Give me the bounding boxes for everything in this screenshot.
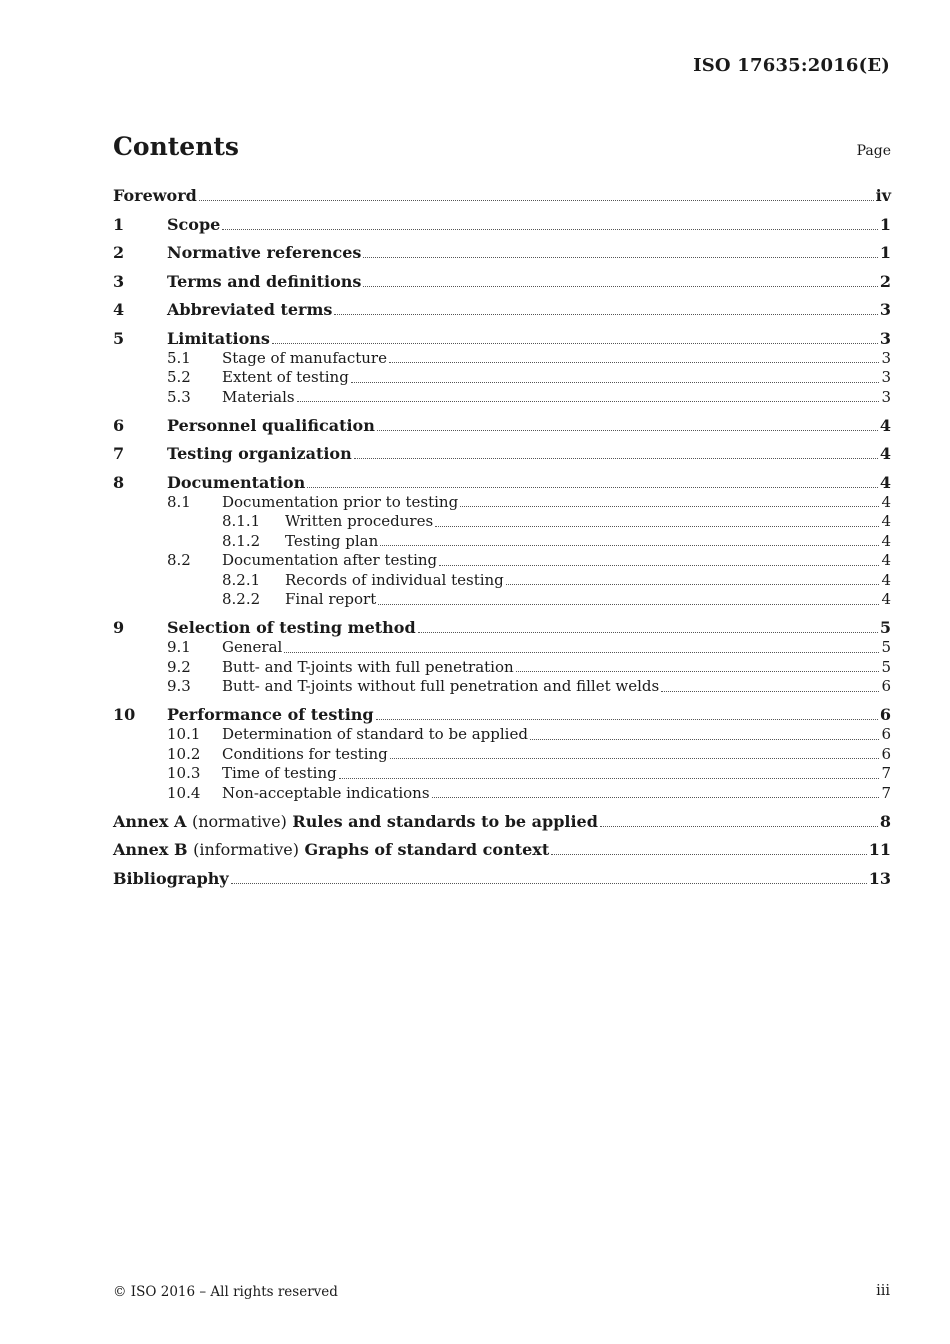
dot-leader [339,778,880,779]
toc-entry-page: 5 [881,638,891,656]
dot-leader [506,584,880,585]
dot-leader [334,314,877,315]
toc-entry-page: 4 [881,531,891,550]
dot-leader [418,632,878,633]
dot-leader [307,487,878,488]
toc-entry-number: 5.2 [167,368,191,386]
dot-leader [390,758,880,759]
dot-leader [376,719,878,720]
toc-entry-page: 3 [879,328,891,348]
toc-entry-number: 8 [113,472,125,492]
dot-leader [199,200,874,201]
annex-type: (normative) [191,811,287,831]
toc-entry-page: iv [875,186,891,205]
toc-entry-page: 2 [879,271,891,291]
toc-entry-number: 5 [113,328,125,348]
annex-title: Rules and standards to be applied [292,811,598,831]
toc-entry[interactable] [113,493,891,513]
toc-entry[interactable] [113,705,891,725]
toc-entry[interactable] [113,725,891,745]
toc-entry-number: 6 [113,415,125,435]
toc-entry-title: Stage of manufacture [222,348,387,367]
annex-type: (informative) [193,840,299,859]
toc-entry-page: 4 [881,492,891,511]
toc-entry-title: Testing organization [167,444,352,463]
dot-leader [661,691,879,692]
toc-entry-page: 7 [881,764,891,782]
dot-leader [378,604,879,605]
toc-entry-page: 7 [881,783,891,802]
toc-entry-page: 1 [879,243,891,262]
annex-label: Annex B [113,840,188,859]
toc-entry-title: Selection of testing method [167,618,416,637]
toc-entry[interactable] [113,416,891,436]
toc-entry[interactable] [113,473,891,493]
copyright-notice: © ISO 2016 – All rights reserved [113,1284,338,1300]
toc-entry-title: General [222,638,283,656]
dot-leader [439,565,879,566]
toc-entry[interactable] [113,677,891,697]
dot-leader [460,506,879,507]
dot-leader [530,739,880,740]
dot-leader [600,826,878,827]
toc-entry-page: 5 [879,618,891,637]
page-number: iii [876,1283,890,1299]
toc-entry-number: 9.2 [167,657,191,676]
toc-entry-number: 9.1 [167,638,191,656]
toc-entry-page: 6 [881,744,891,763]
toc-entry-title: Testing plan [285,531,379,550]
toc-entry-number: 3 [113,271,125,291]
dot-leader [363,286,877,287]
toc-entry-number: 8.2.2 [222,590,261,608]
toc-entry-title: Determination of standard to be applied [222,725,528,743]
toc-entry-number: 9.3 [167,677,191,695]
dot-leader [351,382,880,383]
toc-entry-title: Conditions for testing [222,744,388,763]
annex-title: Graphs of standard context [304,840,550,859]
toc-entry-number: 1 [113,214,125,234]
page-title: Contents [113,132,240,161]
toc-entry-page: 4 [879,444,891,463]
toc-entry[interactable] [113,638,891,658]
toc-entry-title: Documentation [167,472,306,492]
toc-entry-number: 8.1.1 [222,512,261,530]
dot-leader [222,229,878,230]
toc-entry-title: Performance of testing [167,705,374,724]
toc-entry[interactable] [113,532,891,552]
toc-entry-title: Bibliography [113,868,229,888]
toc-entry-title: Non-acceptable indications [222,783,430,802]
toc-entry-number: 2 [113,243,125,262]
toc-entry-page: 3 [881,348,891,367]
table-of-contents [113,186,891,889]
dot-leader [551,854,867,855]
toc-entry-page: 6 [879,705,891,724]
toc-entry-title: Abbreviated terms [167,300,333,319]
toc-entry-number: 10.1 [167,725,201,743]
toc-entry-page: 3 [881,368,891,386]
toc-entry[interactable] [113,186,891,206]
toc-entry[interactable] [113,388,891,408]
toc-entry-page: 5 [881,657,891,676]
toc-entry-number: 8.2.1 [222,570,261,589]
toc-entry-title: Documentation after testing [222,551,438,569]
toc-entry-page: 13 [868,868,891,888]
toc-entry-number: 10 [113,705,136,724]
dot-leader [435,526,879,527]
toc-entry-title [113,840,549,860]
dot-leader [354,458,878,459]
toc-entry[interactable] [113,551,891,571]
dot-leader [380,545,879,546]
dot-leader [516,671,880,672]
toc-entry[interactable] [113,869,891,889]
dot-leader [284,652,879,653]
toc-entry-page: 4 [881,512,891,530]
toc-entry-number: 7 [113,444,125,463]
toc-entry-page: 4 [879,415,891,435]
toc-entry-number: 8.1.2 [222,531,261,550]
toc-entry-page: 11 [868,840,891,859]
toc-entry[interactable] [113,512,891,532]
toc-entry-title: Butt- and T-joints with full penetration [222,657,514,676]
toc-entry[interactable] [113,368,891,388]
toc-entry-title: Personnel qualification [167,415,375,435]
toc-entry-page: 1 [879,214,891,234]
toc-entry[interactable] [113,764,891,784]
toc-entry-number: 5.3 [167,387,191,406]
toc-entry[interactable] [113,812,891,832]
toc-entry-number: 8.1 [167,492,191,511]
toc-entry-title: Normative references [167,243,362,262]
toc-entry[interactable] [113,300,891,320]
toc-entry-page: 3 [881,387,891,406]
toc-entry-page: 4 [879,472,891,492]
toc-entry[interactable] [113,590,891,610]
toc-entry-page: 6 [881,725,891,743]
toc-entry[interactable] [113,745,891,765]
toc-entry-title [113,812,598,832]
toc-entry-number: 10.3 [167,764,201,782]
toc-entry-page: 3 [879,300,891,319]
page-column-label: Page [856,143,891,159]
toc-entry[interactable] [113,658,891,678]
toc-entry[interactable] [113,272,891,292]
toc-entry-page: 4 [881,551,891,569]
dot-leader [297,401,880,402]
toc-entry-page: 8 [879,811,891,831]
toc-entry-title: Final report [285,590,377,608]
toc-entry-title: Materials [222,387,295,406]
toc-entry-number: 10.4 [167,783,201,802]
toc-entry-title: Documentation prior to testing [222,492,459,511]
contents-header [113,132,891,161]
toc-entry[interactable] [113,349,891,369]
toc-entry[interactable] [113,215,891,235]
toc-entry-page: 6 [881,677,891,695]
toc-entry[interactable] [113,444,891,464]
toc-entry[interactable] [113,840,891,860]
dot-leader [377,430,878,431]
toc-entry[interactable] [113,784,891,804]
toc-entry-number: 9 [113,618,125,637]
toc-entry-title: Terms and definitions [167,271,362,291]
toc-entry-title: Records of individual testing [285,570,504,589]
dot-leader [363,257,877,258]
toc-entry-page: 4 [881,590,891,608]
toc-entry-title: Scope [167,214,221,234]
document-id: ISO 17635:2016(E) [693,55,890,76]
toc-entry[interactable] [113,243,891,263]
dot-leader [389,362,879,363]
toc-entry-number: 4 [113,300,125,319]
toc-entry[interactable] [113,618,891,638]
toc-entry[interactable] [113,571,891,591]
toc-entry-title: Foreword [113,186,197,205]
toc-entry-number: 8.2 [167,551,191,569]
toc-entry-title: Butt- and T-joints without full penetration and fillet welds [222,677,660,695]
toc-entry-page: 4 [881,570,891,589]
dot-leader [231,883,867,884]
toc-entry-number: 10.2 [167,744,201,763]
dot-leader [432,797,880,798]
dot-leader [272,343,878,344]
toc-entry-title: Written procedures [285,512,434,530]
toc-entry-title: Extent of testing [222,368,349,386]
annex-label: Annex A [113,811,187,831]
toc-entry-number: 5.1 [167,348,191,367]
toc-entry-title: Limitations [167,328,270,348]
toc-entry-title: Time of testing [222,764,337,782]
toc-entry[interactable] [113,329,891,349]
